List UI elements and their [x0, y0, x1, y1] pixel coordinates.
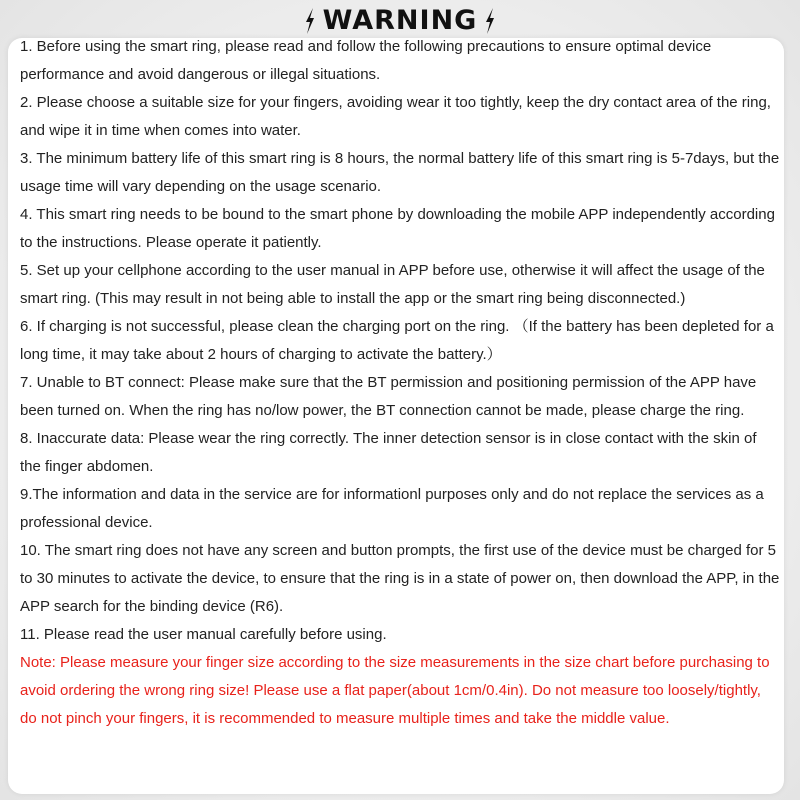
list-item: 1. Before using the smart ring, please read and follow the following precautions to ensure optimal device performance and avoid dangerous or illegal situations. — [20, 38, 712, 83]
list-item: 6. If charging is not successful, please clean the charging port on the ring. （If the battery has been depleted for a long time, it may take about 2 hours of charging to activate the battery.） — [20, 318, 774, 363]
list-item: 11. Please read the user manual carefully before using. — [20, 626, 387, 643]
list-item: 4. This smart ring needs to be bound to the smart phone by downloading the mobile APP independently according to the instructions. Please operate it patiently. — [20, 206, 775, 251]
page-title: WARNING — [322, 5, 478, 36]
list-item: 9.The information and data in the service are for informationl purposes only and do not replace the services as a professional device. — [20, 486, 764, 531]
list-item: 5. Set up your cellphone according to the user manual in APP before use, otherwise it will affect the usage of the smart ring. (This may result in not being able to install the app or the smart ring being disconnected.) — [20, 262, 765, 307]
size-note: Note: Please measure your finger size according to the size measurements in the size chart before purchasing to avoid ordering the wrong ring size! Please use a flat paper(about 1cm/0.4in). Do not measure too loosely/tightly, do not pinch your fingers, it is recommended to measure multiple times and take the middle value. — [20, 654, 770, 727]
lightning-bolt-icon — [483, 7, 497, 35]
list-item: 3. The minimum battery life of this smart ring is 8 hours, the normal battery life of this smart ring is 5-7days, but the usage time will vary depending on the usage scenario. — [20, 150, 780, 195]
list-item: 7. Unable to BT connect: Please make sure that the BT permission and positioning permission of the APP have been turned on. When the ring has no/low power, the BT connection cannot be made, please charge the ring. — [20, 374, 757, 419]
list-item: 8. Inaccurate data: Please wear the ring correctly. The inner detection sensor is in close contact with the skin of the finger abdomen. — [20, 430, 757, 475]
list-item: 10. The smart ring does not have any screen and button prompts, the first use of the device must be charged for 5 to 30 minutes to activate the device, to ensure that the ring is in a state of power on, then download the APP, in the APP search for the binding device (R6). — [20, 542, 780, 615]
list-item: 2. Please choose a suitable size for your fingers, avoiding wear it too tightly, keep the dry contact area of the ring, and wipe it in time when comes into water. — [20, 94, 771, 139]
precautions-list — [20, 33, 780, 733]
lightning-bolt-icon — [303, 7, 317, 35]
